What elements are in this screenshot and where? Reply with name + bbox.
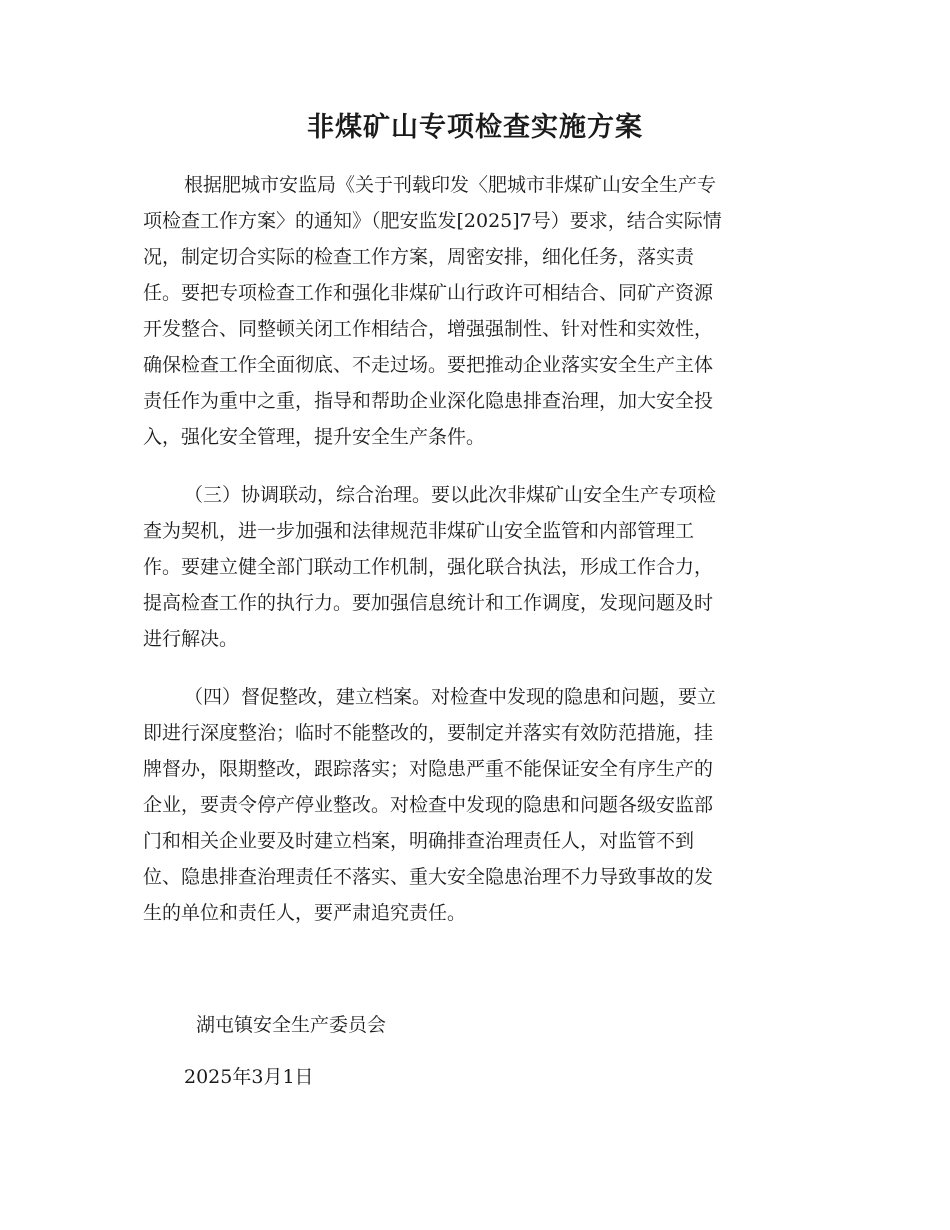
paragraph-line: 开发整合、同整顿关闭工作相结合，增强强制性、针对性和实效性， [143, 318, 714, 340]
paragraph-line: （四）督促整改，建立档案。对检查中发现的隐患和问题，要立 [184, 686, 717, 708]
paragraph-line: 企业，要责令停产停业整改。对检查中发现的隐患和问题各级安监部 [143, 794, 714, 816]
paragraph-line: 牌督办，限期整改，跟踪落实；对隐患严重不能保证安全有序生产的 [143, 758, 714, 780]
paragraph-line: 作。要建立健全部门联动工作机制，强化联合执法，形成工作合力， [143, 556, 714, 578]
paragraph-line: 位、隐患排查治理责任不落实、重大安全隐患治理不力导致事故的发 [143, 866, 714, 888]
paragraph-line: （三）协调联动，综合治理。要以此次非煤矿山安全生产专项检 [184, 484, 717, 506]
paragraph-line: 生的单位和责任人，要严肃追究责任。 [143, 902, 467, 924]
paragraph-line: 况，制定切合实际的检查工作方案，周密安排，细化任务，落实责 [143, 246, 695, 268]
paragraph-line: 进行解决。 [143, 628, 239, 650]
paragraph-line: 根据肥城市安监局《关于刊载印发〈肥城市非煤矿山安全生产专 [184, 174, 717, 196]
signature-date: 2025年3月1日 [184, 1066, 314, 1088]
paragraph-line: 责任作为重中之重，指导和帮助企业深化隐患排查治理，加大安全投 [143, 390, 714, 412]
paragraph-line: 即进行深度整治；临时不能整改的，要制定并落实有效防范措施，挂 [143, 722, 714, 744]
paragraph-line: 查为契机，进一步加强和法律规范非煤矿山安全监管和内部管理工 [143, 520, 695, 542]
paragraph-line: 门和相关企业要及时建立档案，明确排查治理责任人，对监管不到 [143, 830, 695, 852]
paragraph-line: 入，强化安全管理，提升安全生产条件。 [143, 426, 486, 448]
paragraph-line: 项检查工作方案〉的通知》（肥安监发[2025]7号）要求，结合实际情 [143, 210, 722, 232]
paragraph-line: 确保检查工作全面彻底、不走过场。要把推动企业落实安全生产主体 [143, 354, 714, 376]
document-title: 非煤矿山专项检查实施方案 [307, 112, 643, 143]
signature-organization: 湖屯镇安全生产委员会 [196, 1014, 387, 1036]
paragraph-line: 任。要把专项检查工作和强化非煤矿山行政许可相结合、同矿产资源 [143, 282, 714, 304]
paragraph-line: 提高检查工作的执行力。要加强信息统计和工作调度，发现问题及时 [143, 592, 714, 614]
